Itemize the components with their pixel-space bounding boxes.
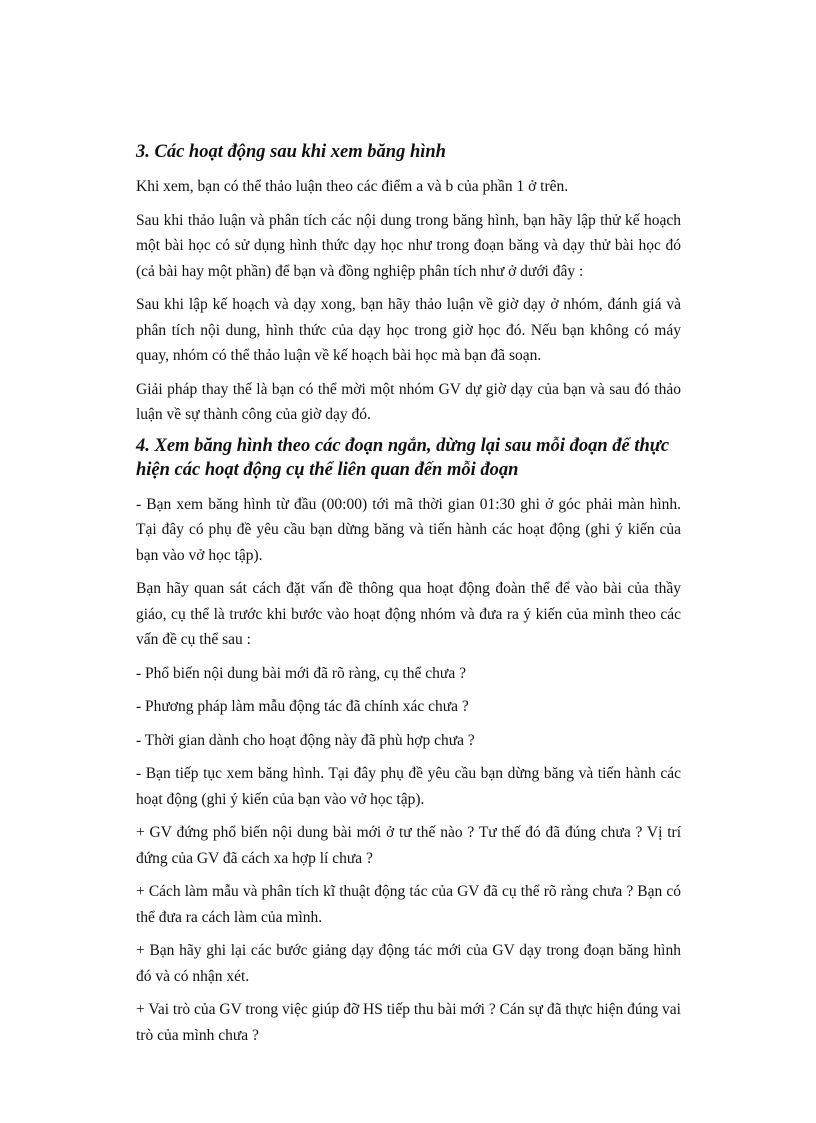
section-4-paragraph: - Bạn xem băng hình từ đầu (00:00) tới mã thời gian 01:30 ghi ở góc phải màn hình. Tại đây có phụ đề yêu cầu bạn dừng băng và tiến hành các hoạt động (ghi ý kiến của bạn vào vở học tập). — [136, 495, 681, 564]
section-4-list-item: - Phổ biến nội dung bài mới đã rõ ràng, cụ thể chưa ? — [136, 664, 466, 682]
section-4-question: + GV đứng phổ biến nội dung bài mới ở tư thế nào ? Tư thế đó đã đúng chưa ? Vị trí đứng của GV đã cách xa hợp lí chưa ? — [136, 824, 681, 867]
section-3-heading: 3. Các hoạt động sau khi xem băng hình — [136, 142, 446, 162]
section-4-list-item: - Thời gian dành cho hoạt động này đã phù hợp chưa ? — [136, 731, 475, 749]
section-3-paragraph: Khi xem, bạn có thể thảo luận theo các điểm a và b của phần 1 ở trên. — [136, 178, 569, 195]
section-3-paragraph: Giải pháp thay thế là bạn có thể mời một nhóm GV dự giờ dạy của bạn và sau đó thảo luận về sự thành công của giờ dạy đó. — [136, 380, 681, 423]
section-4-list-item: - Phương pháp làm mẫu động tác đã chính xác chưa ? — [136, 698, 469, 715]
section-4-question: + Bạn hãy ghi lại các bước giảng dạy động tác mới của GV dạy trong đoạn băng hình đó và có nhận xét. — [136, 942, 681, 985]
section-4-question: + Cách làm mẫu và phân tích kĩ thuật động tác của GV đã cụ thể rõ ràng chưa ? Bạn có thể đưa ra cách làm của mình. — [136, 883, 681, 926]
section-3-paragraph: Sau khi lập kế hoạch và dạy xong, bạn hãy thảo luận về giờ dạy ở nhóm, đánh giá và phân tích nội dung, hình thức của dạy học trong giờ học đó. Nếu bạn không có máy quay, nhóm có thể thảo luận về kế hoạch bài học mà bạn đã soạn. — [136, 296, 681, 364]
section-4-paragraph: - Bạn tiếp tục xem băng hình. Tại đây phụ đề yêu cầu bạn dừng băng và tiến hành các hoạt động (ghi ý kiến của bạn vào vở học tập). — [136, 765, 681, 808]
section-4-paragraph: Bạn hãy quan sát cách đặt vấn đề thông qua hoạt động đoàn thể để vào bài của thầy giáo, cụ thể là trước khi bước vào hoạt động nhóm và đưa ra ý kiến của mình theo các vấn đề cụ thể sau : — [136, 580, 681, 648]
document-page — [136, 140, 681, 1056]
section-4-question: + Vai trò của GV trong việc giúp đỡ HS tiếp thu bài mới ? Cán sự đã thực hiện đúng vai trò của mình chưa ? — [136, 1001, 681, 1044]
section-3-paragraph: Sau khi thảo luận và phân tích các nội dung trong băng hình, bạn hãy lập thử kế hoạch một bài học có sử dụng hình thức dạy học như trong đoạn băng và dạy thử bài học đó (cả bài hay một phần) để bạn và đồng nghiệp phân tích như ở dưới đây : — [136, 211, 681, 280]
section-4-heading: 4. Xem băng hình theo các đoạn ngắn, dừng lại sau mỗi đoạn để thực hiện các hoạt động cụ thể liên quan đến mỗi đoạn — [136, 435, 670, 480]
